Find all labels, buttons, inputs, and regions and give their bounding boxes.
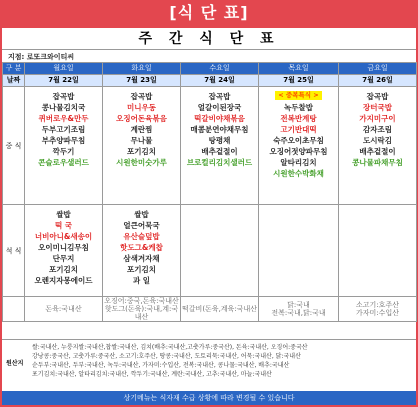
dinner-fri	[339, 205, 417, 297]
menu-item: 단무지	[52, 254, 75, 263]
menu-item: 포기김치	[127, 265, 156, 274]
day-header-thu: 목요일	[259, 63, 339, 75]
menu-item: 잡곡밥	[366, 92, 389, 101]
origin-text: 돈육:국내산	[45, 305, 82, 313]
date-mon: 7월 22일	[25, 75, 103, 87]
date-label: 날짜	[3, 75, 25, 87]
dinner-thu	[259, 205, 339, 297]
menu-item: 무나물	[130, 136, 153, 145]
menu-item: 쌀밥	[56, 210, 71, 219]
dinner-tue	[103, 205, 181, 297]
menu-item: 콘슬로우샐러드	[38, 158, 89, 167]
corner-label: 구 분	[3, 63, 25, 75]
menu-item: 브로컬리김치샐러드	[186, 158, 253, 167]
menu-item: 깍두기	[52, 147, 75, 156]
menu-item: 삼색겨자채	[123, 254, 160, 263]
lunch-thu	[259, 87, 339, 205]
date-tue: 7월 23일	[103, 75, 181, 87]
menu-item: 시원한수박화채	[273, 169, 324, 178]
menu-item: 고기반대떡	[280, 125, 317, 134]
menu-item: 너비아니&새송이	[34, 232, 93, 241]
dinner-label: 석 식	[3, 205, 25, 297]
date-row	[3, 75, 417, 87]
menu-item: 도시락김	[363, 136, 392, 145]
document-title: 주 간 식 단 표	[2, 28, 416, 50]
day-header-mon: 월요일	[25, 63, 103, 75]
origin-text: 전복:국내,닭:국내	[271, 309, 326, 317]
date-wed: 7월 24일	[181, 75, 259, 87]
menu-item: 퀴버로우&만두	[38, 114, 89, 123]
dinner-origin-tue	[103, 297, 181, 322]
menu-item: 오징어젓양파무침	[269, 147, 328, 156]
origin-text: 떡갈비(돈육,계육:국내산	[182, 305, 257, 313]
menu-item: 과 일	[132, 276, 151, 285]
origin-text: 오징어:중국,돈육:국내산	[104, 297, 179, 305]
menu-item: 오이미니김무침	[38, 243, 89, 252]
menu-item: 얼큰어묵국	[123, 221, 160, 230]
menu-item: 떡 국	[54, 221, 73, 230]
lunch-tue	[103, 87, 181, 205]
menu-item: 알타리김치	[280, 158, 317, 167]
menu-sheet	[2, 28, 416, 405]
menu-item: 배추겉절이	[359, 147, 396, 156]
dinner-origin-thu	[259, 297, 339, 322]
origin-label: 원산지	[6, 360, 24, 367]
origin-line: 순두부:국내산, 두부:국내산, 녹두:국내산, 가자미:수입산, 전복:국내산, 콩나물:국내산, 배추:국내산	[32, 362, 290, 369]
origin-line: 강낭콩:중국산, 고춧가루:중국산, 소고기:호주산, 땅콩:국내산, 도토리묵:국내산, 어묵:국내산, 닭:국내산	[32, 353, 301, 360]
store-label: 지점: 로또크와이티씨	[8, 53, 75, 61]
dinner-origin-row	[3, 297, 417, 322]
menu-item: 쌀밥	[134, 210, 149, 219]
menu-item: 탕평채	[208, 136, 231, 145]
origin-section	[2, 339, 416, 389]
menu-item: 매콤분연야채무침	[190, 125, 249, 134]
lunch-mon	[25, 87, 103, 205]
footer-notice: 상기메뉴는 식자재 수급 상황에 따라 변경될 수 있습니다	[2, 391, 416, 405]
menu-item: 오렌지자몽에이드	[34, 276, 93, 285]
day-header-fri: 금요일	[339, 63, 417, 75]
lunch-fri	[339, 87, 417, 205]
date-thu: 7월 25일	[259, 75, 339, 87]
origin-line: 포기김치:국내산, 알타리김치:국내산, 깍두기:국내산, 계란:국내산, 고추:국내산, 마늘:국내산	[32, 371, 272, 378]
day-header-row	[3, 63, 417, 75]
menu-item: 떡갈비야채볶음	[194, 114, 245, 123]
menu-item: 가지미구이	[359, 114, 396, 123]
menu-item: 핫도그&케찹	[120, 243, 163, 252]
dinner-mon	[25, 205, 103, 297]
origin-line: 쌀:국내산, 누룽지쌀:국내산,찹쌀:국내산, 김치(배추:국내산,고춧가루:중국산), 돈육:국내산, 오징어:중국산	[32, 344, 308, 351]
menu-item: 전복반계탕	[280, 114, 317, 123]
dinner-origin-fri	[339, 297, 417, 322]
lunch-label: 중 식	[3, 87, 25, 205]
menu-item: 포기김치	[127, 147, 156, 156]
menu-item: 장터국밥	[363, 103, 392, 112]
origin-text: 닭:국내	[287, 301, 310, 309]
weekly-menu-table	[2, 62, 417, 322]
page-banner: [식 단 표]	[169, 3, 249, 22]
menu-item: 잡곡밥	[52, 92, 75, 101]
menu-item: 포기김치	[49, 265, 78, 274]
menu-item: 시원한미숫가루	[116, 158, 167, 167]
menu-item: 얼갈이된장국	[197, 103, 242, 112]
menu-item: 콩나물김치국	[41, 103, 86, 112]
menu-item: 잡곡밥	[130, 92, 153, 101]
menu-item: 숙주오이초무침	[273, 136, 324, 145]
date-fri: 7월 26일	[339, 75, 417, 87]
origin-text: 핫도그(돈육):국내,계:국내산	[104, 305, 179, 321]
menu-item: 잡곡밥	[208, 92, 231, 101]
special-meal-tag: < 중복특식 >	[275, 91, 322, 100]
dinner-row	[3, 205, 417, 297]
lunch-wed	[181, 87, 259, 205]
menu-item: 두부고기조림	[41, 125, 86, 134]
origin-text: 소고기:호주산	[356, 301, 399, 309]
menu-item: 감자조림	[363, 125, 392, 134]
lunch-row	[3, 87, 417, 205]
dinner-wed	[181, 205, 259, 297]
menu-item: 녹두찰밥	[284, 103, 313, 112]
dinner-origin-mon	[25, 297, 103, 322]
day-header-wed: 수요일	[181, 63, 259, 75]
menu-item: 계란찜	[130, 125, 153, 134]
menu-item: 미니우동	[127, 103, 156, 112]
menu-item: 유산슬덮밥	[123, 232, 160, 241]
menu-item: 오징어돈육볶음	[116, 114, 167, 123]
menu-item: 배추겉절이	[201, 147, 238, 156]
dinner-origin-wed	[181, 297, 259, 322]
origin-lines	[32, 343, 412, 379]
origin-text: 가자미:수입산	[356, 309, 399, 317]
day-header-tue: 화요일	[103, 63, 181, 75]
menu-item: 콩나물파채무침	[352, 158, 403, 167]
menu-item: 부추양파무침	[41, 136, 86, 145]
